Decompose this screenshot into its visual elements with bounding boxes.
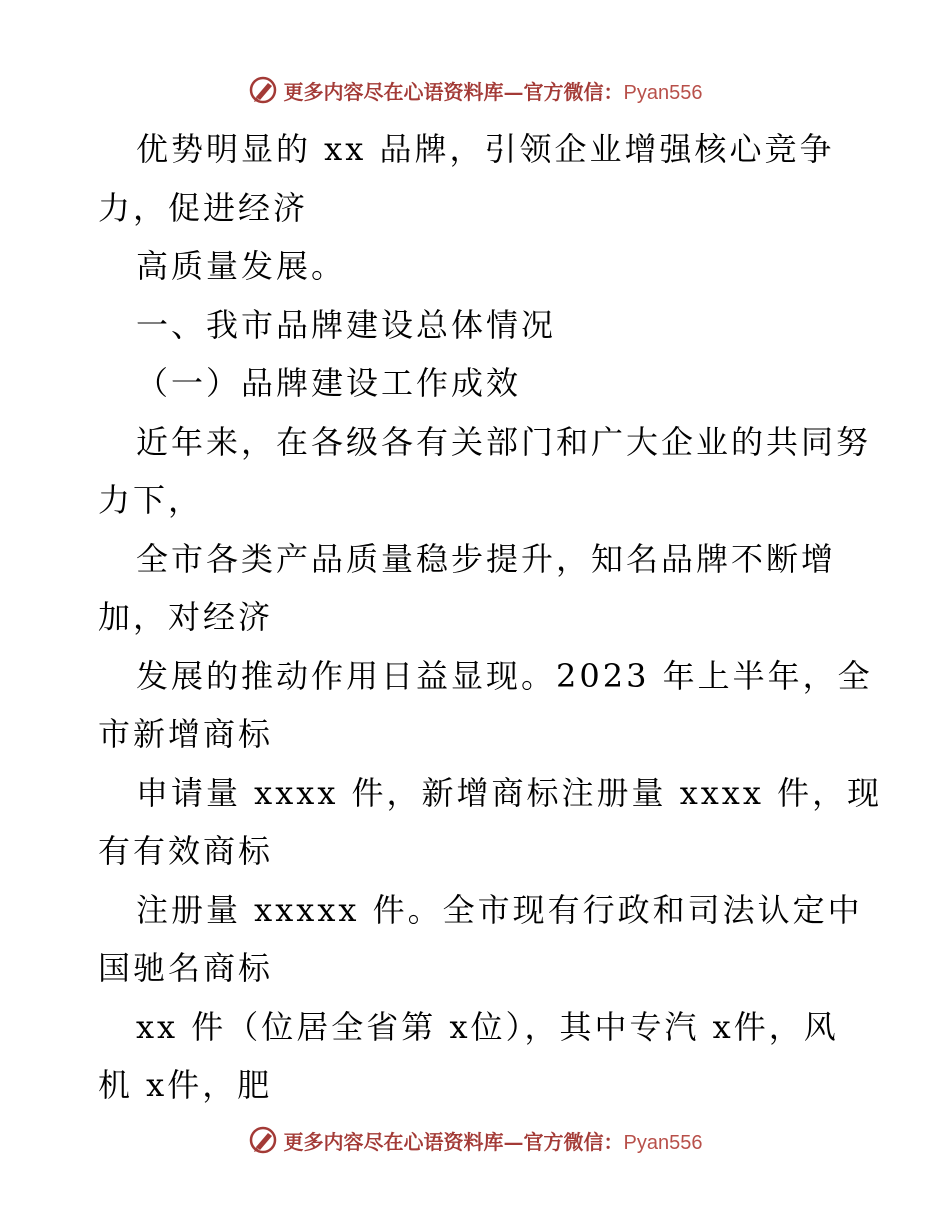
footer-watermark — [0, 1120, 950, 1160]
text-line: 市新增商标 — [98, 715, 274, 753]
watermark-text: 更多内容尽在心语资料库—官方微信：Pyan556 — [283, 1129, 703, 1154]
document-body — [98, 120, 883, 1115]
header-watermark — [0, 70, 950, 110]
text-line: 优势明显的 xx 品牌，引领企业增强核心竞争 — [136, 130, 835, 168]
text-line: 加，对经济 — [98, 598, 274, 636]
text-line: 发展的推动作用日益显现。2023 年上半年，全 — [136, 656, 873, 695]
pen-logo-icon — [248, 75, 278, 105]
watermark-wechat-id: Pyan556 — [623, 1131, 703, 1154]
text-line: 一、我市品牌建设总体情况 — [136, 305, 557, 344]
watermark-wechat-id: Pyan556 — [623, 81, 703, 104]
text-line: 注册量 xxxxx 件。全市现有行政和司法认定中 — [136, 890, 863, 929]
text-line: 有有效商标 — [98, 832, 274, 870]
text-line: 近年来，在各级各有关部门和广大企业的共同努 — [136, 422, 872, 461]
text-line: 机 x件，肥 — [98, 1066, 273, 1104]
text-line: 国驰名商标 — [98, 949, 274, 987]
text-line: 力下， — [98, 481, 204, 519]
text-line: 高质量发展。 — [136, 247, 347, 285]
text-line: 力，促进经济 — [98, 188, 309, 227]
text-line: 全市各类产品质量稳步提升，知名品牌不断增 — [136, 539, 837, 578]
pen-logo-icon — [248, 1125, 278, 1155]
text-line: 申请量 xxxx 件，新增商标注册量 xxxx 件，现 — [136, 773, 883, 812]
text-line: （一）品牌建设工作成效 — [136, 364, 522, 402]
text-line: xx 件（位居全省第 x位），其中专汽 x件，风 — [136, 1007, 839, 1046]
watermark-text: 更多内容尽在心语资料库—官方微信：Pyan556 — [283, 79, 703, 104]
